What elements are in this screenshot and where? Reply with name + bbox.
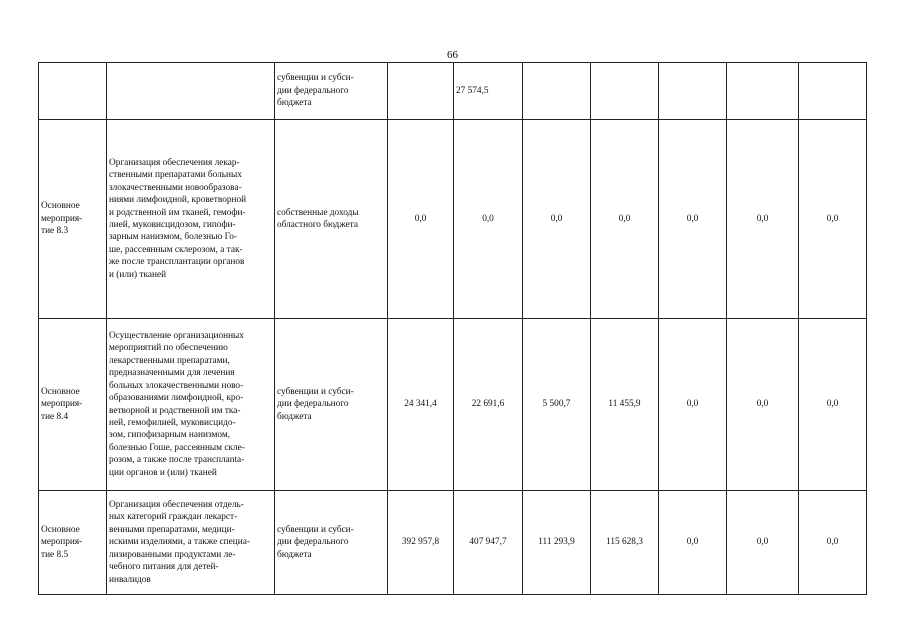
value-cell: 392 957,8: [388, 491, 454, 595]
value-cell: [659, 63, 727, 120]
value-cell: 0,0: [659, 491, 727, 595]
value-cell: 0,0: [659, 319, 727, 491]
row-code-cell: Основное мероприя- тие 8.3: [39, 120, 107, 319]
value-cell: 0,0: [727, 120, 799, 319]
budget-table: [38, 62, 867, 595]
value-cell: 0,0: [659, 120, 727, 319]
value-cell: [799, 63, 867, 120]
value-cell: 27 574,5: [454, 63, 523, 120]
row-description-cell: [107, 63, 275, 120]
value-cell: 0,0: [591, 120, 659, 319]
table-row: [39, 491, 867, 595]
funding-source-cell: субвенции и субси- дии федерального бюджета: [275, 63, 388, 120]
table-row: [39, 319, 867, 491]
row-code-cell: [39, 63, 107, 120]
row-description-cell: Организация обеспечения лекар- ственными препаратами больных злокачественными новообразова- ниями лимфоидной, кроветворной и родственной им тканей, гемофи- лией, муковисцидозом, гипофи- зарным нанизмом, болезнью Го- ше, рассеянным склерозом, а так- же после трансплантации органов и (или) тканей: [107, 120, 275, 319]
value-cell: [388, 63, 454, 120]
funding-source-cell: субвенции и субси- дии федерального бюджета: [275, 319, 388, 491]
value-cell: [591, 63, 659, 120]
value-cell: 0,0: [523, 120, 591, 319]
funding-source-cell: собственные доходы областного бюджета: [275, 120, 388, 319]
row-code-cell: Основное мероприя- тие 8.4: [39, 319, 107, 491]
page-number: 66: [447, 49, 458, 61]
value-cell: 115 628,3: [591, 491, 659, 595]
value-cell: [727, 63, 799, 120]
table-row: [39, 120, 867, 319]
value-cell: 0,0: [454, 120, 523, 319]
value-cell: 407 947,7: [454, 491, 523, 595]
row-description-cell: Организация обеспечения отдель- ных категорий граждан лекарст- венными препаратами, медици- нскими изделиями, а также специа- лизированными продуктами ле- чебного питания для детей- инвалидов: [107, 491, 275, 595]
value-cell: 5 500,7: [523, 319, 591, 491]
value-cell: 0,0: [799, 120, 867, 319]
value-cell: 24 341,4: [388, 319, 454, 491]
value-cell: 111 293,9: [523, 491, 591, 595]
row-description-cell: Осуществление организационных мероприятий по обеспечению лекарственными препаратами, предназначенными для лечения больных злокачественными ново- образованиями лимфоидной, кро- ветворной и родственной им тка- ней, гемофилией, муковисцидо- зом, гипофизарным нанизмом, болезнью Гоше, рассеянным скле- розом, а также после трансплanta- ции органов и (или) тканей: [107, 319, 275, 491]
table-row: [39, 63, 867, 120]
value-cell: 0,0: [727, 319, 799, 491]
value-cell: 0,0: [388, 120, 454, 319]
value-cell: 0,0: [799, 319, 867, 491]
value-cell: 22 691,6: [454, 319, 523, 491]
value-cell: 11 455,9: [591, 319, 659, 491]
value-cell: 0,0: [727, 491, 799, 595]
funding-source-cell: субвенции и субси- дии федерального бюджета: [275, 491, 388, 595]
value-cell: 0,0: [799, 491, 867, 595]
row-code-cell: Основное мероприя- тие 8.5: [39, 491, 107, 595]
value-cell: [523, 63, 591, 120]
